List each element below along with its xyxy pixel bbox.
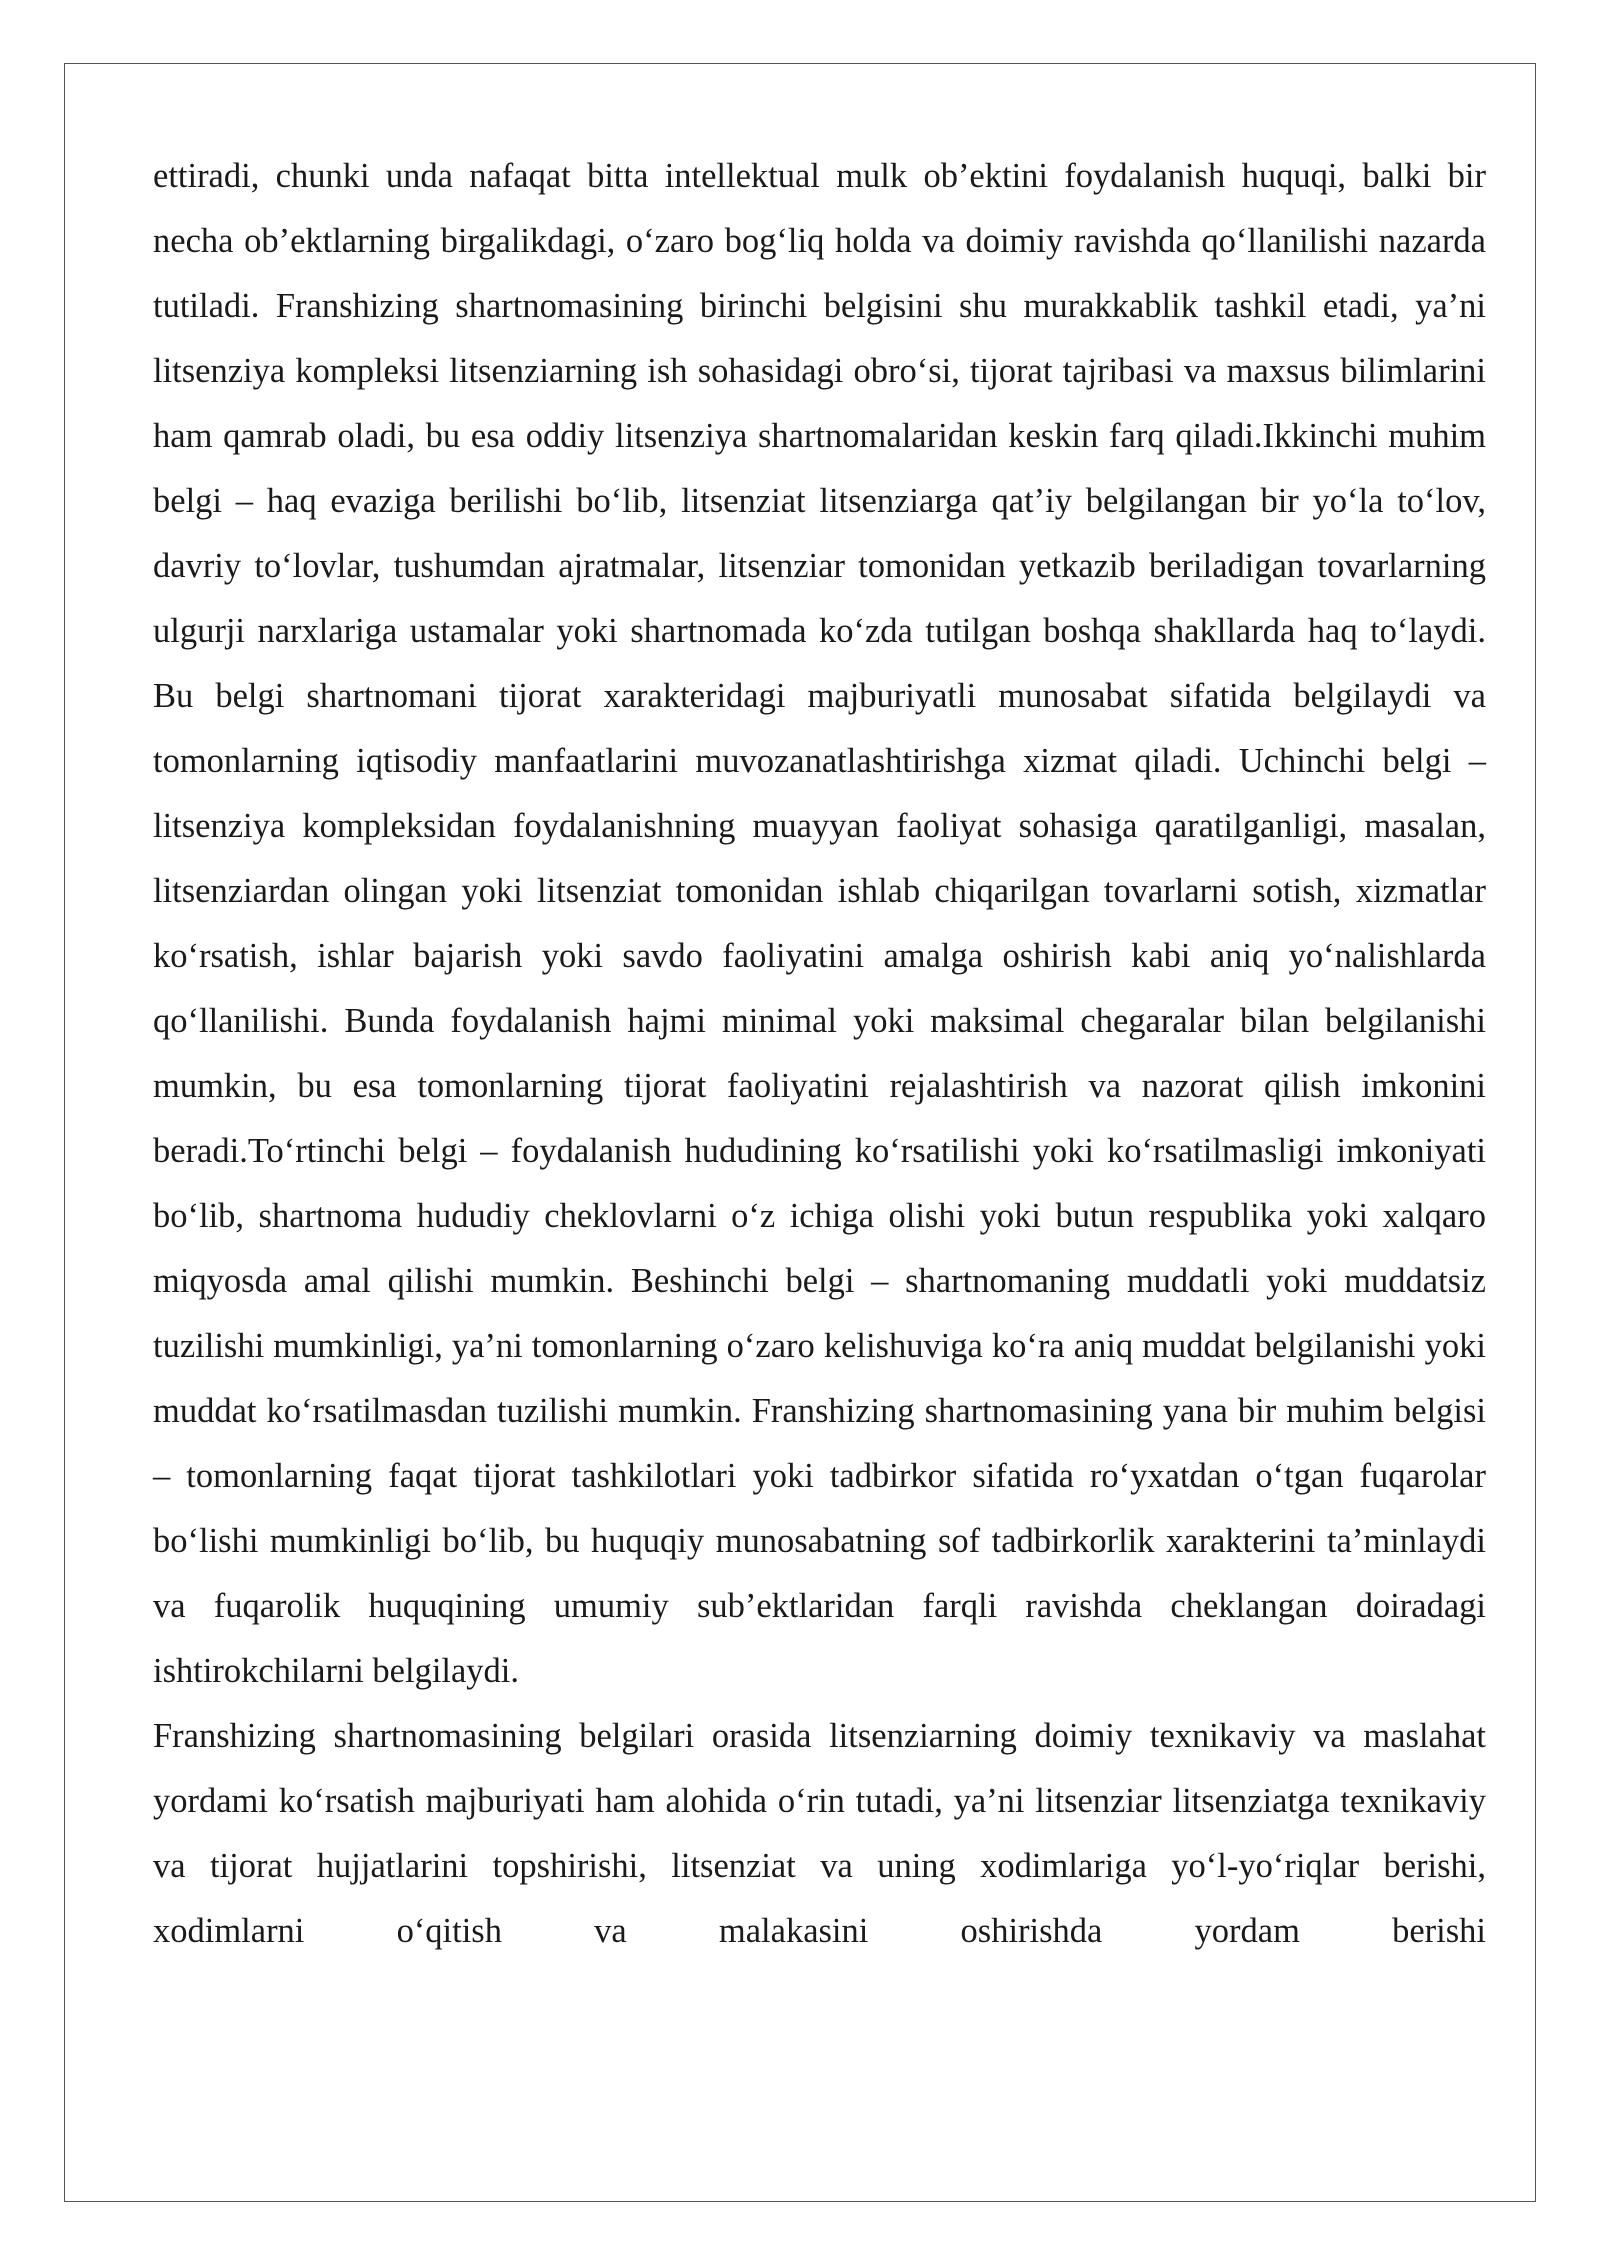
paragraph: Franshizing shartnomasining belgilari orasida litsenziarning doimiy texnikaviy va maslahat yordami ko‘rsatish majburiyati ham alohida o‘rin tutadi, ya’ni litsenziar litsenziatga texnikaviy va tijorat hujjatlarini topshirishi, litsenziat va uning xodimlariga yo‘l-yo‘riqlar berishi, xodimlarni o‘qitish va malakasini oshirishda yordam berishi — [153, 1717, 1486, 1950]
document-body — [153, 144, 1486, 1964]
paragraph: ettiradi, chunki unda nafaqat bitta intellektual mulk ob’ektini foydalanish huquqi, balki bir necha ob’ektlarning birgalikdagi, o‘zaro bog‘liq holda va doimiy ravishda qo‘llanilishi nazarda tutiladi. Franshizing shartnomasining birinchi belgisini shu murakkablik tashkil etadi, ya’ni litsenziya kompleksi litsenziarning ish sohasidagi obro‘si, tijorat tajribasi va maxsus bilimlarini ham qamrab oladi, bu esa oddiy litsenziya shartnomalaridan keskin farq qiladi.Ikkinchi muhim belgi – haq evaziga berilishi bo‘lib, litsenziat litsenziarga qat’iy belgilangan bir yo‘la to‘lov, davriy to‘lovlar, tushumdan ajratmalar, litsenziar tomonidan yetkazib beriladigan tovarlarning ulgurji narxlariga ustamalar yoki shartnomada ko‘zda tutilgan boshqa shakllarda haq to‘laydi. Bu belgi shartnomani tijorat xarakteridagi majburiyatli munosabat sifatida belgilaydi va tomonlarning iqtisodiy manfaatlarini muvozanatlashtirishga xizmat qiladi. Uchinchi belgi – litsenziya kompleksidan foydalanishning muayyan faoliyat sohasiga qaratilganligi, masalan, litsenziardan olingan yoki litsenziat tomonidan ishlab chiqarilgan tovarlarni sotish, xizmatlar ko‘rsatish, ishlar bajarish yoki savdo faoliyatini amalga oshirish kabi aniq yo‘nalishlarda qo‘llanilishi. Bunda foydalanish hajmi minimal yoki maksimal chegaralar bilan belgilanishi mumkin, bu esa tomonlarning tijorat faoliyatini rejalashtirish va nazorat qilish imkonini beradi.To‘rtinchi belgi – foydalanish hududining ko‘rsatilishi yoki ko‘rsatilmasligi imkoniyati bo‘lib, shartnoma hududiy cheklovlarni o‘z ichiga olishi yoki butun respublika yoki xalqaro miqyosda amal qilishi mumkin. Beshinchi belgi – shartnomaning muddatli yoki muddatsiz tuzilishi mumkinligi, ya’ni tomonlarning o‘zaro kelishuviga ko‘ra aniq muddat belgilanishi yoki muddat ko‘rsatilmasdan tuzilishi mumkin. Franshizing shartnomasining yana bir muhim belgisi – tomonlarning faqat tijorat tashkilotlari yoki tadbirkor sifatida ro‘yxatdan o‘tgan fuqarolar bo‘lishi mumkinligi bo‘lib, bu huquqiy munosabatning sof tadbirkorlik xarakterini ta’minlaydi va fuqarolik huquqining umumiy sub’ektlaridan farqli ravishda cheklangan doiradagi ishtirokchilarni belgilaydi. — [153, 157, 1486, 1690]
